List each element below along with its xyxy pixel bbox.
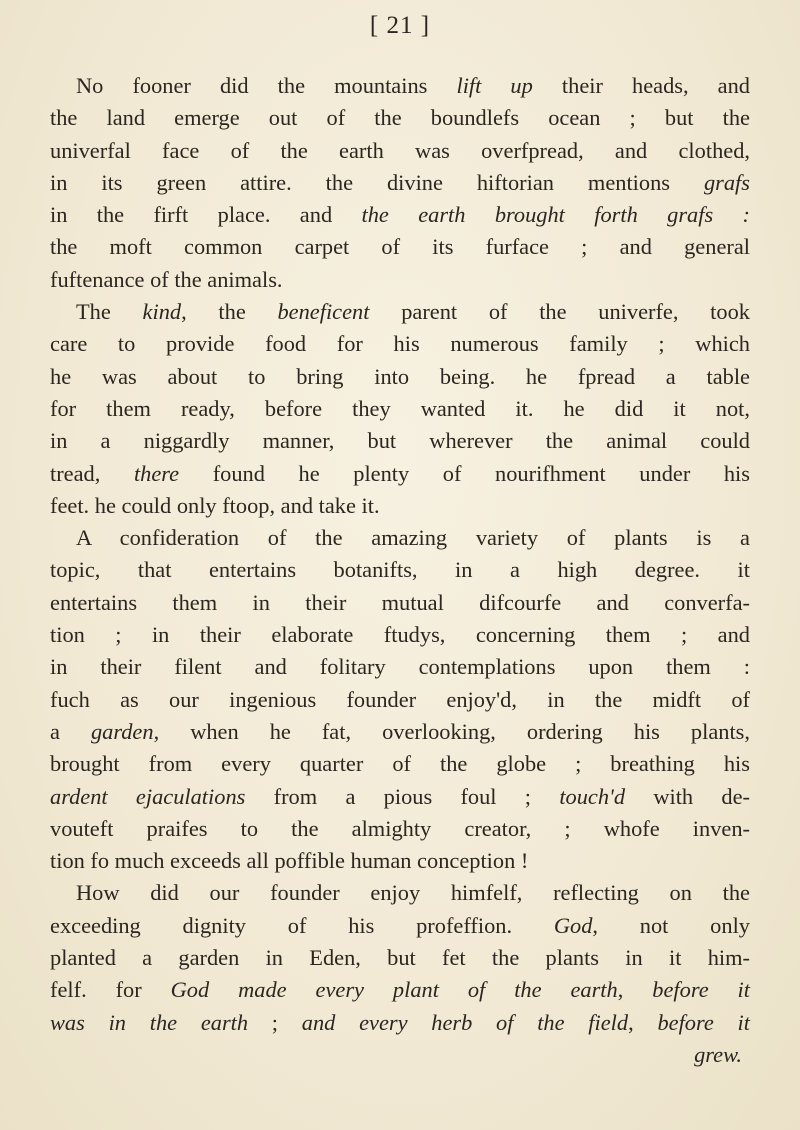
text-line: in the firft place. and the earth brought forth grafs : bbox=[50, 202, 750, 228]
text-line: No fooner did the mountains lift up their heads, and bbox=[76, 73, 751, 98]
text-line: fuch as our ingenious founder enjoy'd, in the midft of bbox=[50, 686, 750, 712]
text-line: vouteft praifes to the almighty creator, ; whofe inven- bbox=[50, 815, 750, 841]
text-line: feet. he could only ftoop, and take it. bbox=[50, 492, 380, 518]
body-text bbox=[50, 70, 750, 1071]
text-line: univerfal face of the earth was overfpread, and clothed, bbox=[50, 137, 750, 163]
text-line: in a niggardly manner, but wherever the animal could bbox=[50, 428, 750, 454]
text-line: fuftenance of the animals. bbox=[50, 266, 283, 292]
text-line: tion ; in their elaborate ftudys, concerning them ; and bbox=[50, 622, 750, 648]
text-line: exceeding dignity of his profeffion. God, not only bbox=[50, 912, 750, 938]
text-line: felf. for God made every plant of the earth, before it bbox=[50, 977, 750, 1003]
text-line: in its green attire. the divine hiftorian mentions grafs bbox=[50, 169, 750, 195]
text-line: How did our founder enjoy himfelf, reflecting on the bbox=[76, 880, 750, 906]
text-line: was in the earth ; and every herb of the field, before it bbox=[50, 1009, 750, 1035]
text-line: the moft common carpet of its furface ; and general bbox=[50, 234, 750, 260]
text-line: topic, that entertains botanifts, in a high degree. it bbox=[50, 557, 750, 583]
text-line: grew. bbox=[694, 1041, 742, 1067]
text-line: A confideration of the amazing variety of plants is a bbox=[76, 525, 750, 551]
text-line: care to provide food for his numerous family ; which bbox=[50, 331, 750, 357]
text-line: The kind, the beneficent parent of the univerfe, took bbox=[76, 299, 750, 325]
text-line: a garden, when he fat, overlooking, ordering his plants, bbox=[50, 718, 750, 744]
text-line: tread, there found he plenty of nourifhment under his bbox=[50, 460, 750, 486]
text-line: for them ready, before they wanted it. he did it not, bbox=[50, 395, 750, 421]
text-line: in their filent and folitary contemplations upon them : bbox=[50, 654, 750, 680]
text-line: planted a garden in Eden, but fet the plants in it him- bbox=[50, 945, 750, 971]
text-line: he was about to bring into being. he fpread a table bbox=[50, 363, 750, 389]
text-line: entertains them in their mutual difcourfe and converfa- bbox=[50, 589, 750, 615]
text-line: ardent ejaculations from a pious foul ; touch'd with de- bbox=[50, 783, 750, 809]
page-number: [ 21 ] bbox=[369, 12, 431, 39]
text-line: the land emerge out of the boundlefs ocean ; but the bbox=[50, 105, 750, 131]
text-line: tion fo much exceeds all poffible human conception ! bbox=[50, 848, 529, 874]
text-line: brought from every quarter of the globe ; breathing his bbox=[50, 751, 750, 777]
